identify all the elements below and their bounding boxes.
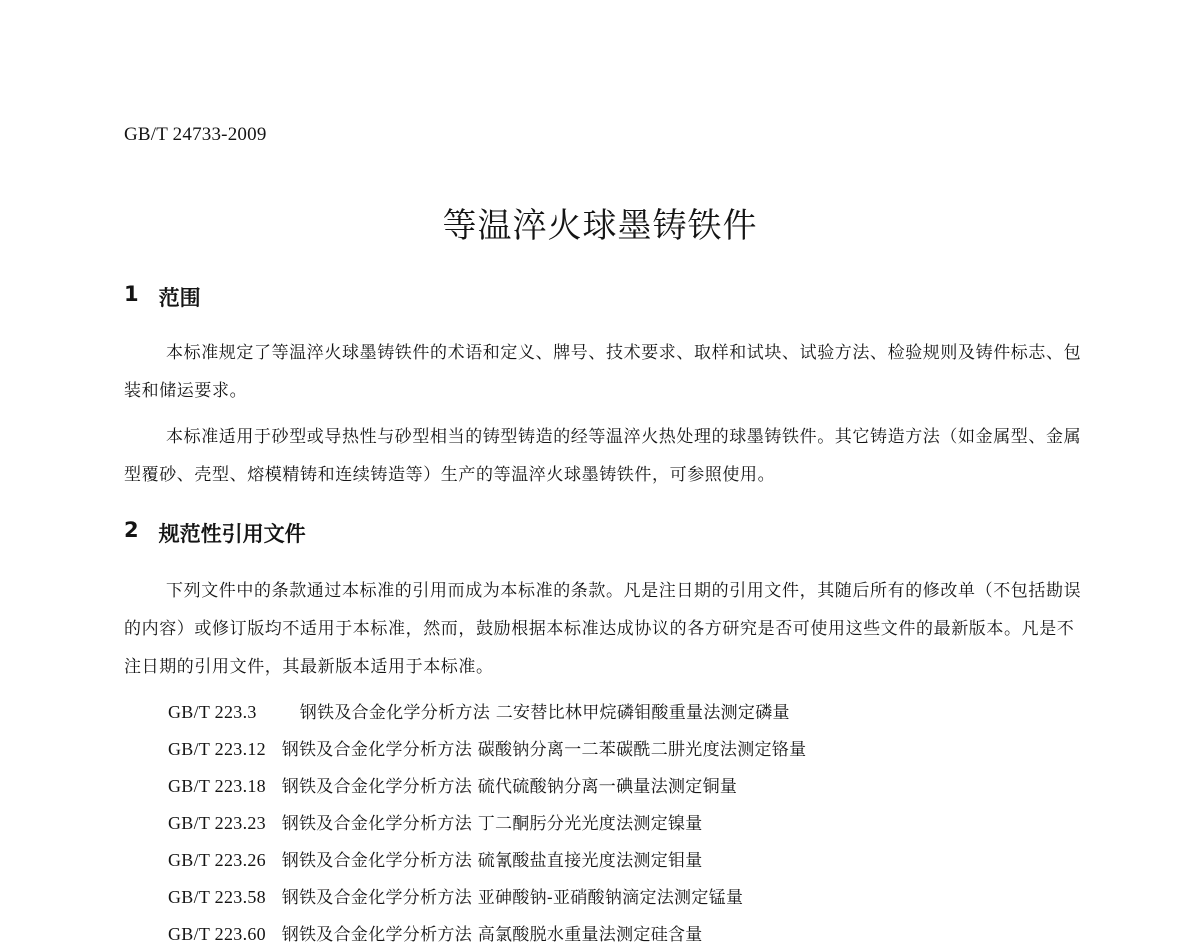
normative-references-list (168, 694, 806, 952)
reference-item (168, 842, 806, 879)
section-1-number: 1 (124, 282, 139, 306)
reference-item (168, 916, 806, 952)
reference-code: GB/T 223.18 (168, 776, 266, 796)
reference-title: 钢铁及合金化学分析方法 硫代硫酸钠分离一碘量法测定铜量 (281, 777, 738, 797)
standard-code: GB/T 24733-2009 (124, 124, 267, 145)
section-2-heading (124, 518, 306, 548)
section-2-paragraph-1: 下列文件中的条款通过本标准的引用而成为本标准的条款。凡是注日期的引用文件，其随后所有的修改单（不包括勘误的内容）或修订版均不适用于本标准，然而，鼓励根据本标准达成协议的各方研究是否可使用这些文件的最新版本。凡是不注日期的引用文件，其最新版本适用于本标准。 (124, 581, 1082, 677)
reference-item (168, 731, 806, 768)
reference-item (168, 768, 806, 805)
reference-title: 钢铁及合金化学分析方法 硫氰酸盐直接光度法测定钼量 (281, 851, 703, 871)
section-2-title: 规范性引用文件 (158, 522, 306, 546)
reference-title: 钢铁及合金化学分析方法 高氯酸脱水重量法测定硅含量 (281, 925, 703, 945)
reference-code: GB/T 223.3 (168, 702, 257, 722)
section-1-title: 范围 (158, 286, 201, 310)
document-title: 等温淬火球墨铸铁件 (442, 206, 758, 246)
reference-title: 钢铁及合金化学分析方法 亚砷酸钠-亚硝酸钠滴定法测定锰量 (281, 888, 744, 908)
reference-code: GB/T 223.12 (168, 739, 266, 759)
section-1-paragraph-2: 本标准适用于砂型或导热性与砂型相当的铸型铸造的经等温淬火热处理的球墨铸铁件。其它铸造方法（如金属型、金属型覆砂、壳型、熔模精铸和连续铸造等）生产的等温淬火球墨铸铁件，可参照使用。 (124, 427, 1082, 485)
section-1-heading (124, 282, 201, 312)
reference-title: 钢铁及合金化学分析方法 二安替比林甲烷磷钼酸重量法测定磷量 (299, 703, 790, 723)
reference-code: GB/T 223.58 (168, 887, 266, 907)
section-2-number: 2 (124, 518, 139, 542)
reference-item (168, 694, 806, 731)
reference-code: GB/T 223.60 (168, 924, 266, 944)
reference-code: GB/T 223.26 (168, 850, 266, 870)
reference-title: 钢铁及合金化学分析方法 碳酸钠分离一二苯碳酰二肼光度法测定铬量 (281, 740, 807, 760)
reference-code: GB/T 223.23 (168, 813, 266, 833)
reference-item (168, 805, 806, 842)
section-1-paragraph-1: 本标准规定了等温淬火球墨铸铁件的术语和定义、牌号、技术要求、取样和试块、试验方法、检验规则及铸件标志、包装和储运要求。 (124, 343, 1082, 401)
reference-item (168, 879, 806, 916)
reference-title: 钢铁及合金化学分析方法 丁二酮肟分光光度法测定镍量 (281, 814, 703, 834)
